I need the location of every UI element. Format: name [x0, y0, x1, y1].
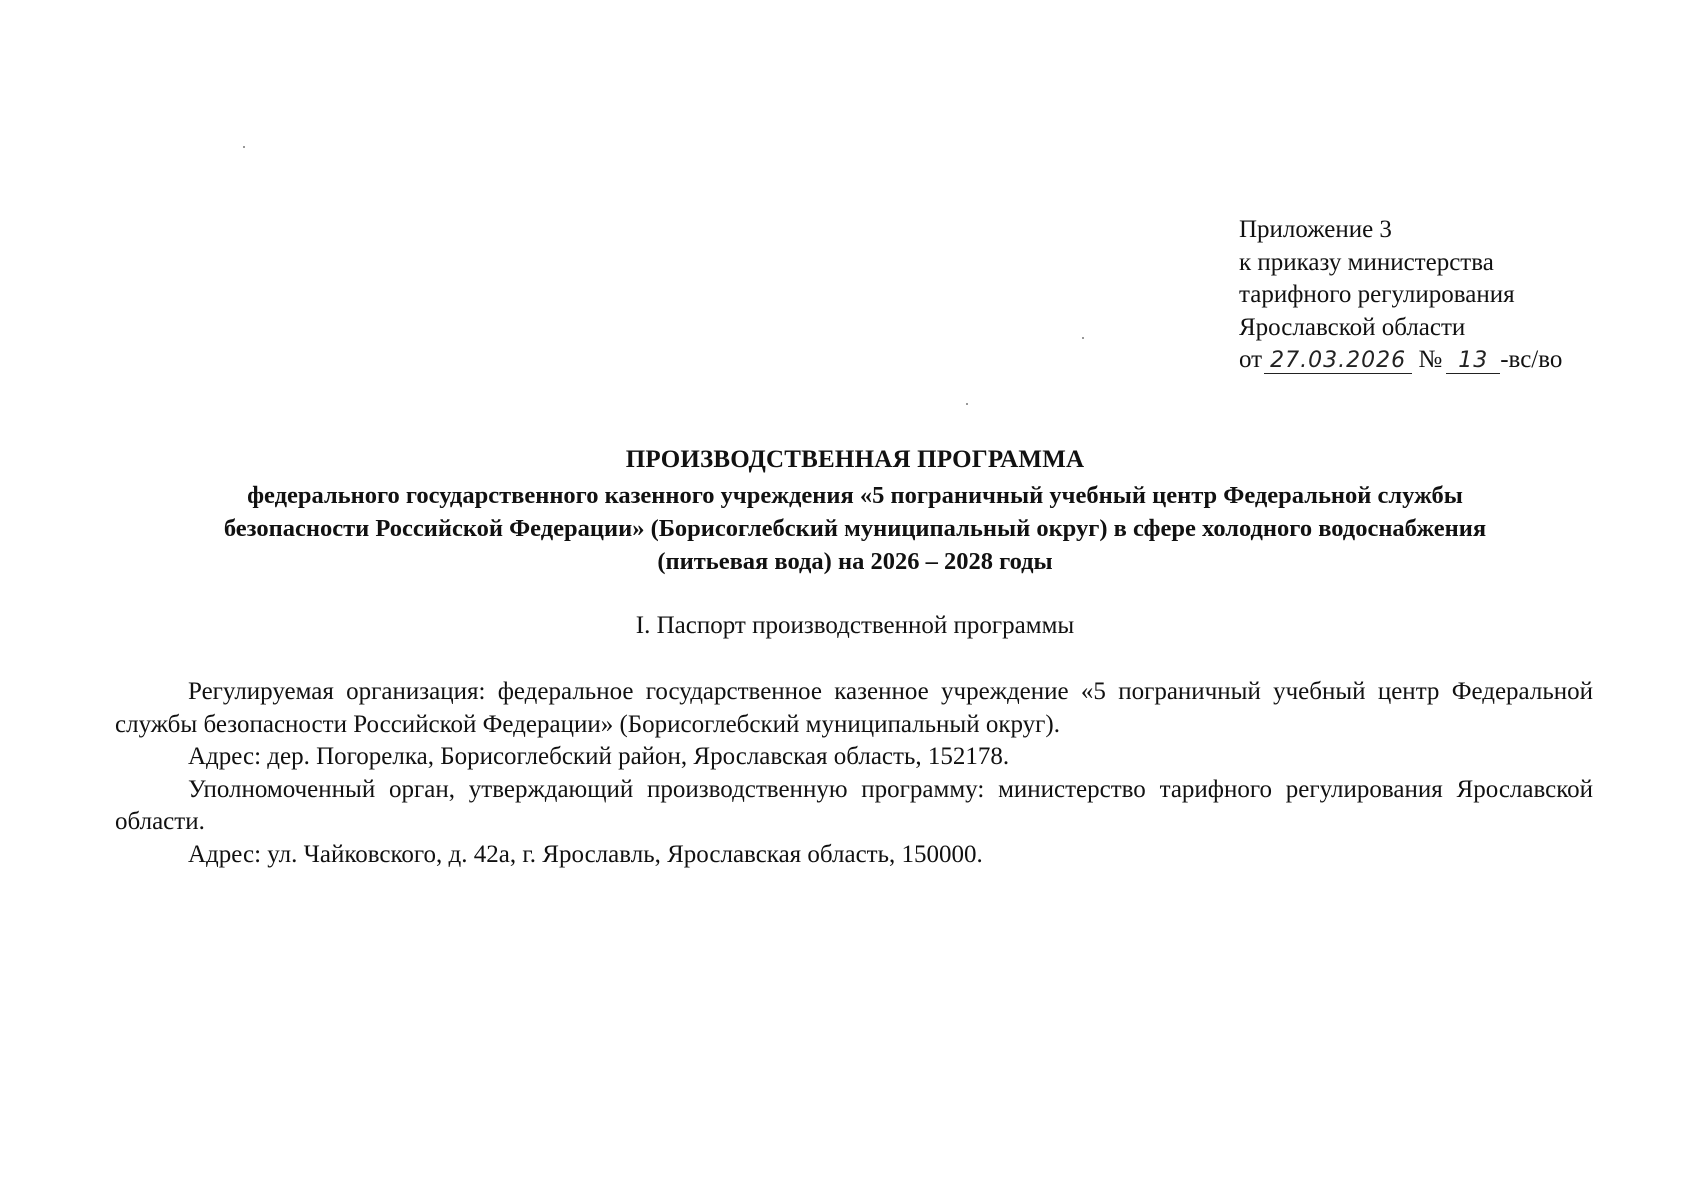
appendix-line-4: Ярославской области — [1239, 313, 1466, 341]
paragraph-authority-address: Адрес: ул. Чайковского, д. 42а, г. Ярославль, Ярославская область, 150000. — [188, 840, 983, 868]
paragraph-organization-address: Адрес: дер. Погорелка, Борисоглебский район, Ярославская область, 152178. — [188, 743, 1010, 770]
section-heading: I. Паспорт производственной программы — [635, 612, 1075, 639]
paragraph-organization: Регулируемая организация: федеральное государственное казенное учреждение «5 пограничный учебный центр Федеральной службы безопасности Российской Федерации» (Борисоглебский муниципальный округ). — [115, 678, 1593, 738]
subtitle-line-1: федерального государственного казенного учреждения «5 пограничный учебный центр Федеральной службы — [247, 482, 1463, 509]
handwritten-date: 27.03.2026 — [1264, 349, 1412, 374]
document-subtitle — [110, 479, 1600, 578]
document-title: ПРОИЗВОДСТВЕННАЯ ПРОГРАММА — [625, 446, 1085, 473]
scan-speck — [1082, 337, 1084, 339]
appendix-line-1: Приложение 3 — [1239, 216, 1392, 243]
date-prefix: от — [1239, 346, 1263, 373]
number-sign: № — [1418, 346, 1443, 373]
paragraph-authority: Уполномоченный орган, утверждающий производственную программу: министерство тарифного регулирования Ярославской области. — [115, 775, 1593, 835]
appendix-block — [1239, 214, 1562, 377]
document-body — [115, 676, 1593, 871]
number-suffix: -вс/во — [1500, 346, 1563, 373]
subtitle-line-2: безопасности Российской Федерации» (Борисоглебский муниципальный округ) в сфере холодного водоснабжения — [223, 515, 1487, 542]
handwritten-number: 13 — [1446, 349, 1500, 374]
appendix-date-line — [1239, 344, 1562, 377]
appendix-line-3: тарифного регулирования — [1239, 281, 1515, 308]
scan-speck — [243, 146, 245, 148]
appendix-line-2: к приказу министерства — [1239, 248, 1494, 276]
scan-speck — [966, 403, 968, 405]
subtitle-line-3: (питьевая вода) на 2026 – 2028 годы — [657, 548, 1053, 575]
